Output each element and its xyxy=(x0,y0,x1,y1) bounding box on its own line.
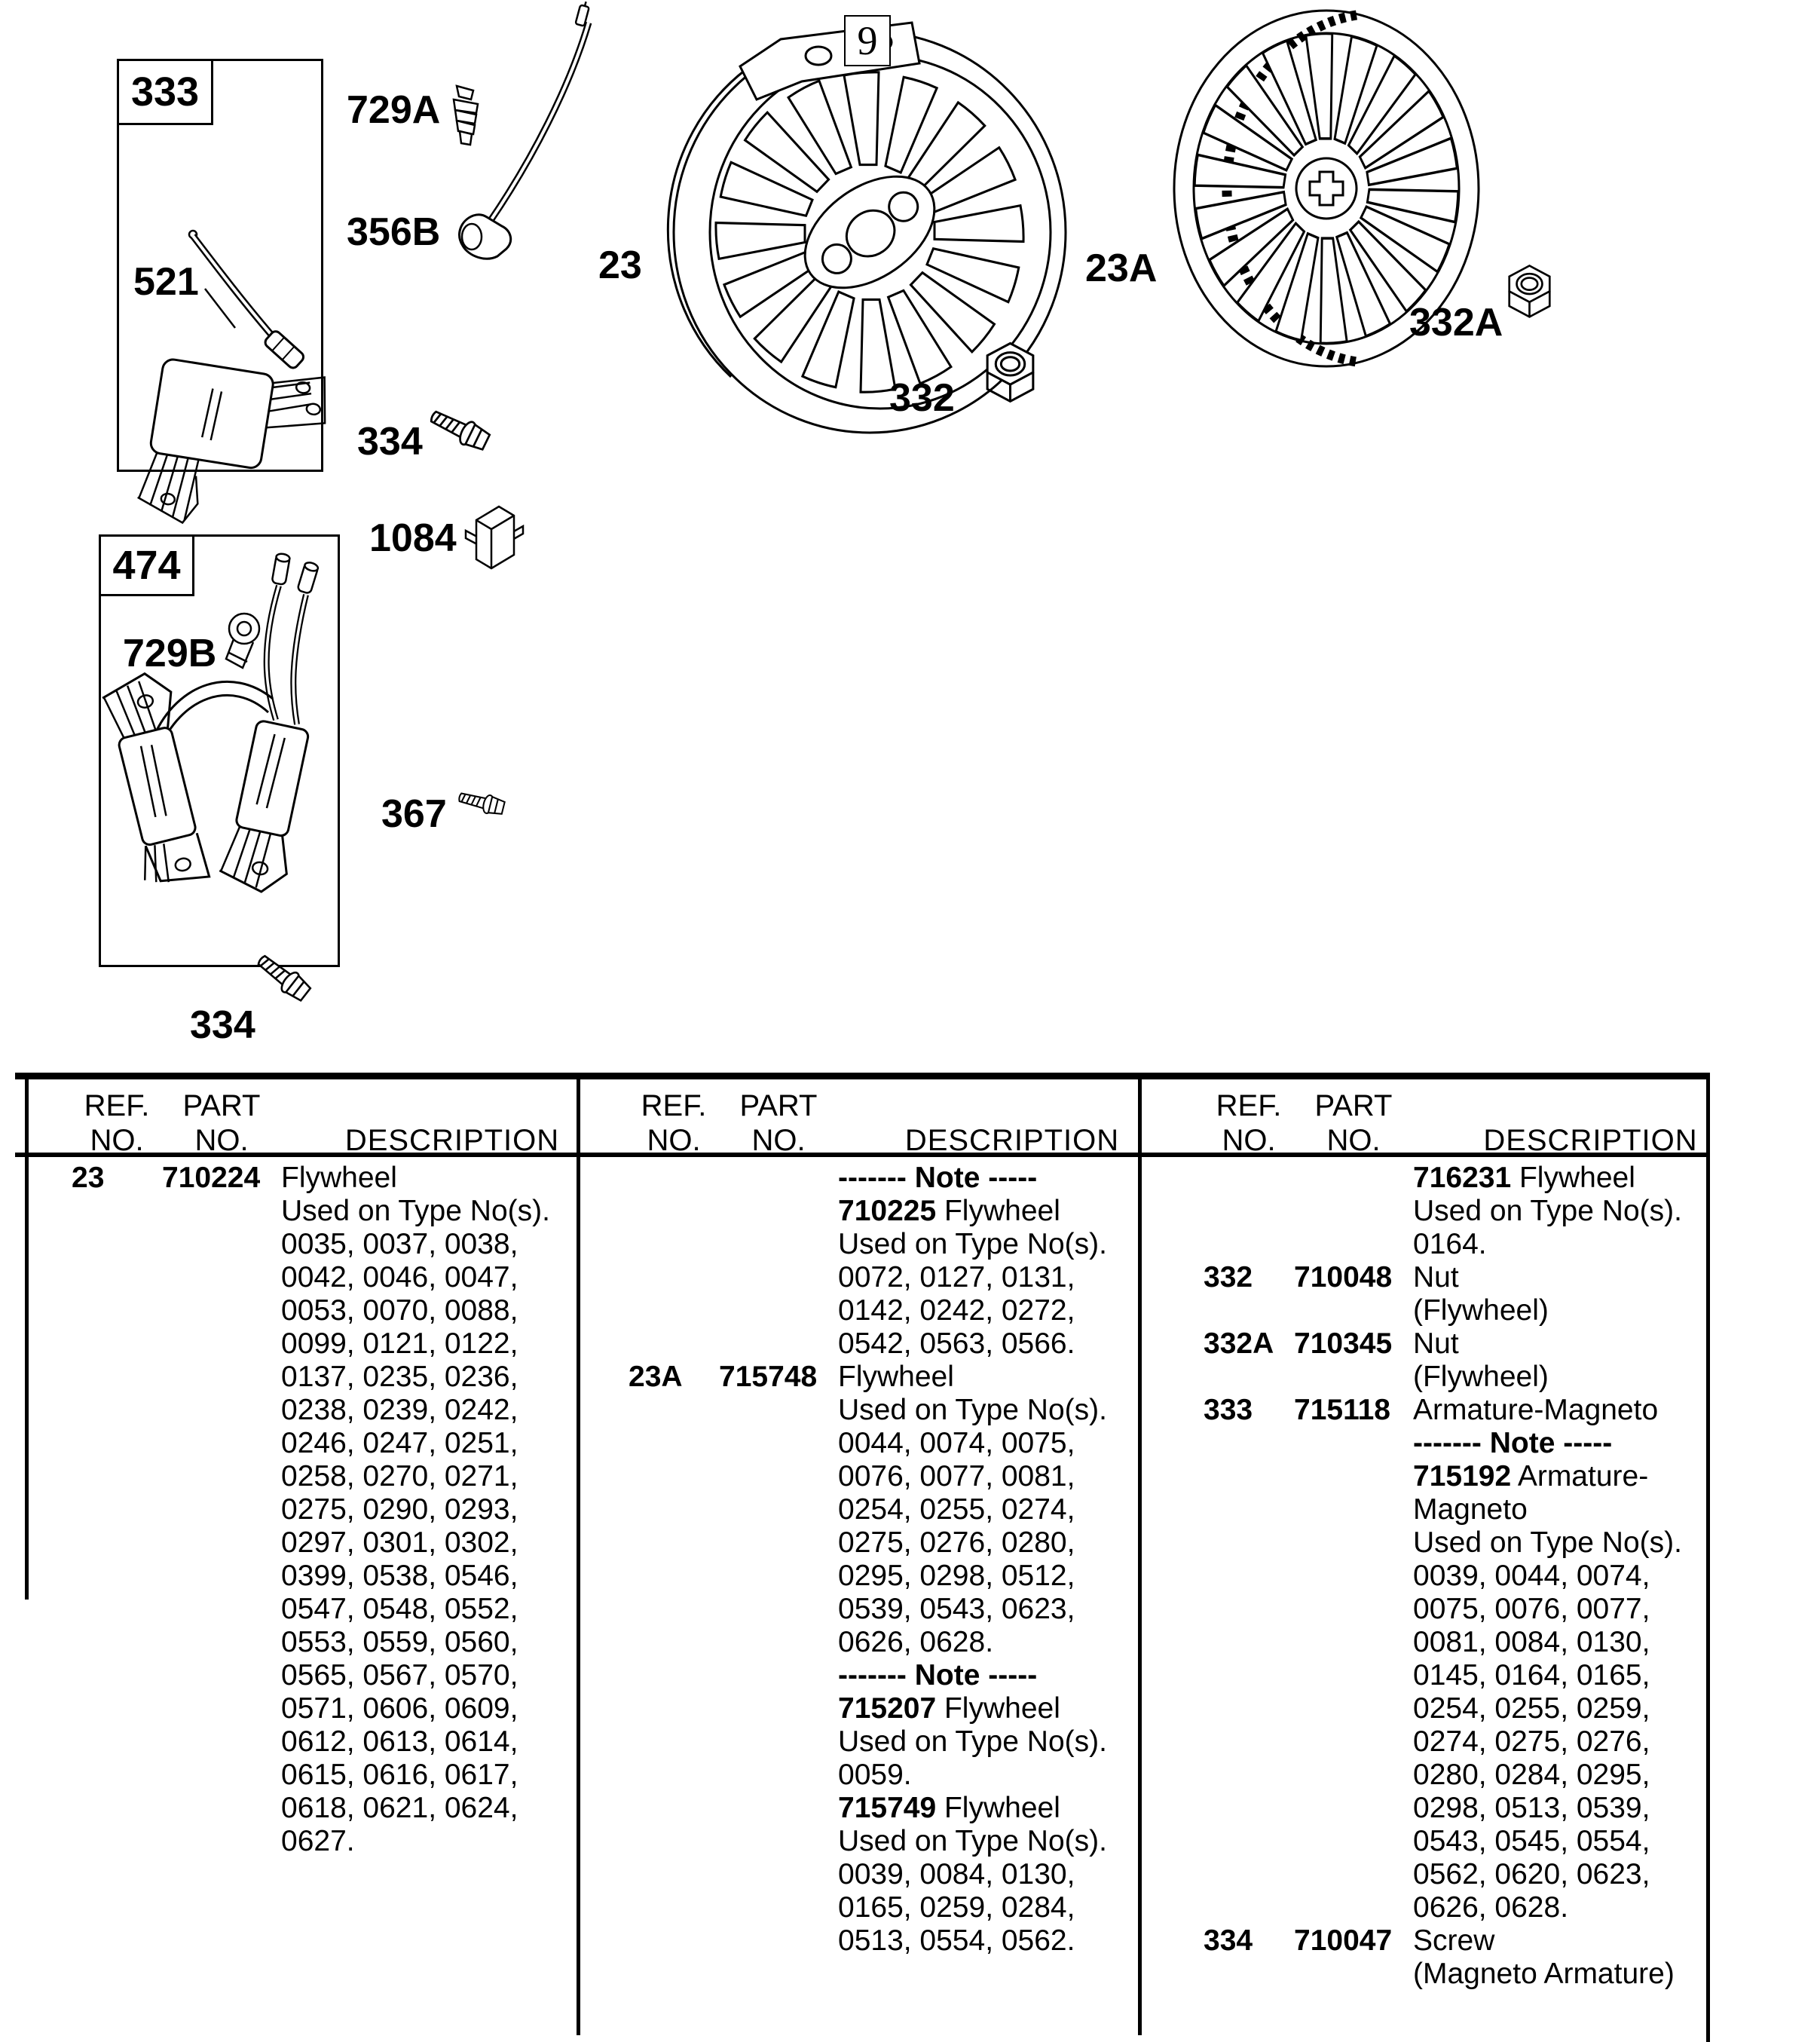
description-line: Flywheel xyxy=(838,1361,954,1393)
ref-no: 332A xyxy=(1204,1327,1274,1360)
description-line: 0280, 0284, 0295, xyxy=(1413,1759,1650,1791)
description-line: ------- Note ----- xyxy=(1413,1427,1613,1459)
callout-356B: 356B xyxy=(347,210,441,254)
description-line: 0297, 0301, 0302, xyxy=(281,1526,518,1559)
description-line: 0539, 0543, 0623, xyxy=(838,1593,1075,1625)
parts-table-entry xyxy=(629,1361,1138,1958)
part-no: 710047 xyxy=(1294,1924,1393,1957)
description-line: 0254, 0255, 0259, xyxy=(1413,1692,1650,1725)
description-line: 0627. xyxy=(281,1825,355,1857)
part-no: 710224 xyxy=(162,1162,261,1194)
description-line: 716231 Flywheel xyxy=(1413,1162,1635,1194)
description-line: 0072, 0127, 0131, xyxy=(838,1261,1075,1293)
description-line: Flywheel xyxy=(281,1162,397,1194)
description-line: 0612, 0613, 0614, xyxy=(281,1725,518,1758)
description-line: 715207 Flywheel xyxy=(838,1692,1060,1725)
description xyxy=(838,1361,1138,1958)
description-line: 0565, 0567, 0570, xyxy=(281,1659,518,1691)
part-no: 710048 xyxy=(1294,1261,1393,1293)
description-line: 0626, 0628. xyxy=(1413,1891,1569,1924)
description-line: 0562, 0620, 0623, xyxy=(1413,1858,1650,1890)
description-line: Used on Type No(s). xyxy=(1413,1526,1682,1559)
description-line: 0053, 0070, 0088, xyxy=(281,1294,518,1327)
header-part: PART xyxy=(182,1089,261,1122)
description-line: Used on Type No(s). xyxy=(838,1825,1107,1857)
part-no: 715748 xyxy=(719,1361,818,1393)
description-line: 0553, 0559, 0560, xyxy=(281,1626,518,1658)
description xyxy=(1413,1394,1706,1924)
description-line: 0075, 0076, 0077, xyxy=(1413,1593,1650,1625)
description-line: 0513, 0554, 0562. xyxy=(838,1924,1075,1957)
callout-334-bottom: 334 xyxy=(190,1003,255,1047)
ref-no xyxy=(629,1162,719,1361)
callout-367: 367 xyxy=(381,792,447,836)
parts-table-entry xyxy=(1204,1394,1706,1924)
description-line: 0044, 0074, 0075, xyxy=(838,1427,1075,1459)
figure-number: 9 xyxy=(857,18,878,63)
description-line: 0035, 0037, 0038, xyxy=(281,1228,518,1260)
description xyxy=(281,1162,577,1858)
description-line: 0275, 0276, 0280, xyxy=(838,1526,1075,1559)
description-line: 710225 Flywheel xyxy=(838,1195,1060,1227)
inset-box-474 xyxy=(99,534,340,967)
callout-521: 521 xyxy=(133,260,199,304)
ref-no: 334 xyxy=(1204,1924,1253,1957)
parts-table-entry xyxy=(1204,1261,1706,1327)
description-line: 0145, 0164, 0165, xyxy=(1413,1659,1650,1691)
description-line: Used on Type No(s). xyxy=(838,1228,1107,1260)
ref-no: 23A xyxy=(629,1361,683,1393)
inset-box-333 xyxy=(117,59,323,472)
callout-23A: 23A xyxy=(1085,246,1158,290)
table-header-col1: REF. NO. PART NO. DESCRIPTION xyxy=(25,1088,623,1158)
description-line: Magneto xyxy=(1413,1493,1528,1526)
callout-334-top: 334 xyxy=(357,420,423,464)
description xyxy=(1413,1327,1706,1394)
description-line: Armature-Magneto xyxy=(1413,1394,1659,1426)
description-line: Used on Type No(s). xyxy=(1413,1195,1682,1227)
flywheel-nut-332A-icon xyxy=(1501,261,1558,327)
description-line: 715749 Flywheel xyxy=(838,1792,1060,1824)
description-line: 0274, 0275, 0276, xyxy=(1413,1725,1650,1758)
description xyxy=(838,1162,1138,1361)
description-line: ------- Note ----- xyxy=(838,1162,1038,1194)
ref-no xyxy=(1204,1162,1294,1261)
callout-729A: 729A xyxy=(347,88,441,132)
part-no xyxy=(719,1162,838,1361)
description-line: 0275, 0290, 0293, xyxy=(281,1493,518,1526)
description-line: 0059. xyxy=(838,1759,912,1791)
description-line: 0571, 0606, 0609, xyxy=(281,1692,518,1725)
spark-plug-wire-icon xyxy=(443,0,605,275)
terminal-block-icon xyxy=(461,496,525,571)
parts-table-entry xyxy=(1204,1924,1706,1991)
description-line: 0543, 0545, 0554, xyxy=(1413,1825,1650,1857)
callout-332A: 332A xyxy=(1409,301,1503,344)
description xyxy=(1413,1162,1706,1261)
description-line: 0254, 0255, 0274, xyxy=(838,1493,1075,1526)
magneto-screw-top-icon xyxy=(423,400,498,459)
description-line: 0298, 0513, 0539, xyxy=(1413,1792,1650,1824)
header-description: DESCRIPTION xyxy=(344,1124,560,1157)
description-line: Nut xyxy=(1413,1261,1459,1293)
description-line: 0399, 0538, 0546, xyxy=(281,1560,518,1592)
description-line: 0618, 0621, 0624, xyxy=(281,1792,518,1824)
description-line: 0547, 0548, 0552, xyxy=(281,1593,518,1625)
description-line: 0295, 0298, 0512, xyxy=(838,1560,1075,1592)
description-line: 0039, 0044, 0074, xyxy=(1413,1560,1650,1592)
ref-no: 333 xyxy=(1204,1394,1253,1426)
parts-table xyxy=(15,1073,1710,2042)
parts-table-entry xyxy=(629,1162,1138,1361)
flywheel-nut-icon xyxy=(978,338,1042,413)
description-line: 0142, 0242, 0272, xyxy=(838,1294,1075,1327)
ref-no: 332 xyxy=(1204,1261,1253,1293)
description-line: 0099, 0121, 0122, xyxy=(281,1327,518,1360)
description-line: (Flywheel) xyxy=(1413,1294,1549,1327)
description-line: 0542, 0563, 0566. xyxy=(838,1327,1075,1360)
description-line: Used on Type No(s). xyxy=(838,1394,1107,1426)
callout-332: 332 xyxy=(889,376,955,420)
description xyxy=(1413,1261,1706,1327)
description-line: 0615, 0616, 0617, xyxy=(281,1759,518,1791)
part-no: 715118 xyxy=(1294,1394,1390,1426)
description-line: 0165, 0259, 0284, xyxy=(838,1891,1075,1924)
description-line: 0042, 0046, 0047, xyxy=(281,1261,518,1293)
description-line: 0626, 0628. xyxy=(838,1626,994,1658)
description xyxy=(1413,1924,1706,1991)
description-line: Nut xyxy=(1413,1327,1459,1360)
description-line: Used on Type No(s). xyxy=(838,1725,1107,1758)
parts-table-entry xyxy=(1204,1162,1706,1261)
part-no: 710345 xyxy=(1294,1327,1393,1360)
description-line: Used on Type No(s). xyxy=(281,1195,550,1227)
description-line: ------- Note ----- xyxy=(838,1659,1038,1691)
description-line: 0238, 0239, 0242, xyxy=(281,1394,518,1426)
callout-729B: 729B xyxy=(123,632,217,675)
description-line: Screw xyxy=(1413,1924,1495,1957)
description-line: 0246, 0247, 0251, xyxy=(281,1427,518,1459)
ref-no: 23 xyxy=(72,1162,105,1194)
armature-magneto-drawing xyxy=(106,539,332,961)
description-line: 0164. xyxy=(1413,1228,1487,1260)
table-column-3 xyxy=(1142,1162,1706,1991)
part-no xyxy=(1294,1162,1413,1261)
inset-box-474-label: 474 xyxy=(112,543,181,588)
header-ref: REF. xyxy=(84,1089,150,1122)
table-column-2 xyxy=(580,1162,1138,1958)
description-line: 0081, 0084, 0130, xyxy=(1413,1626,1650,1658)
callout-23: 23 xyxy=(598,243,642,287)
description-line: 0076, 0077, 0081, xyxy=(838,1460,1075,1492)
armature-screw-icon xyxy=(454,784,510,821)
description-line: 0258, 0270, 0271, xyxy=(281,1460,518,1492)
table-header-col3: REF. NO. PART NO. DESCRIPTION xyxy=(1216,1089,1698,1157)
table-column-1 xyxy=(25,1162,577,1858)
eyelet-clamp-icon xyxy=(220,611,267,677)
description-line: 0137, 0235, 0236, xyxy=(281,1361,518,1393)
description-line: (Magneto Armature) xyxy=(1413,1958,1675,1990)
callout-1084: 1084 xyxy=(369,516,457,560)
parts-table-entry xyxy=(1204,1327,1706,1394)
figure-number-box xyxy=(844,15,891,66)
inset-box-333-label: 333 xyxy=(130,69,200,115)
parts-table-entry xyxy=(72,1162,577,1858)
description-line: (Flywheel) xyxy=(1413,1361,1549,1393)
description-line: 715192 Armature- xyxy=(1413,1460,1649,1492)
description-line: 0039, 0084, 0130, xyxy=(838,1858,1075,1890)
table-header-col2: REF. NO. PART NO. DESCRIPTION xyxy=(641,1089,1120,1157)
